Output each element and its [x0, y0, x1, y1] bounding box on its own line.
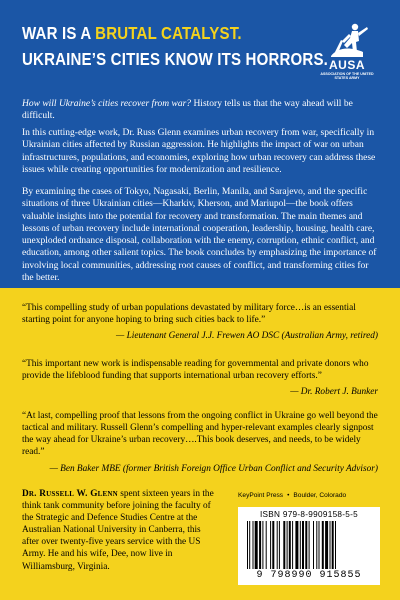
cover-top-panel — [0, 0, 400, 288]
barcode-box — [238, 507, 380, 585]
ausa-logo — [318, 22, 376, 94]
publisher-line — [238, 492, 388, 500]
blurb-paragraph-3: By examining the cases of Tokyo, Nagasaki, Berlin, Manila, and Sarajevo, and the specific situations of three Ukrainian cities—Kharkiv, Kherson, and Mariupol—the book offers valuable insights into the potential for recovery and transformation. The main themes and lessons of urban recovery include international cooperation, leadership, housing, health care, unexploded ordnance disposal, collaboration with the enemy, corruption, ethnic conflict, and education, among other salient topics. The book concludes by emphasizing the importance of involving local communities, addressing root causes of conflict, and transforming cities for the better. — [22, 187, 377, 284]
soldier-emblem-icon — [325, 22, 369, 60]
logo-subtitle: ASSOCIATION OF THE UNITED STATES ARMY — [320, 72, 374, 81]
headline — [22, 20, 329, 72]
publisher-name: KeyPoint Press — [238, 492, 284, 499]
quote-2-text: “This important new work is indispensable reading for governmental and private donors who provide the lifeblood funding that supports international urban recovery efforts.” — [22, 359, 369, 382]
quote-3-text: “At last, compelling proof that lessons from the ongoing conflict in Ukraine go well beyond the tactical and military. Russell Glenn’s compelling and hyper-relevant examples clearly signpost the way ahead for Ukraine’s urban recovery….This book deserves, and needs, to be widely read.” — [22, 411, 378, 458]
author-bio-text: spent sixteen years in the think tank community before joining the faculty of the Strategic and Defence Studies Centre at the Australian National University in Canberra, this after over twenty-five years service with the US Army. He and his wife, Dee, now live in Williamsburg, Virginia. — [22, 489, 214, 572]
quote-2-attribution: — Dr. Robert J. Bunker — [290, 387, 378, 397]
blurb-paragraph-1 — [22, 98, 380, 123]
publisher-separator: • — [287, 492, 290, 499]
headline-accent: BRUTAL CATALYST. — [95, 23, 242, 43]
logo-abbreviation: AUSA — [328, 58, 365, 72]
barcode-digits: 9 798990 915855 — [256, 570, 362, 581]
headline-plain: WAR IS A — [22, 23, 96, 43]
barcode-icon — [246, 521, 372, 569]
author-name: Dr. Russell W. Glenn — [22, 489, 118, 499]
quote-1-attribution: — Lieutenant General J.J. Frewen AO DSC (Australian Army, retired) — [115, 331, 378, 341]
blurb-lead-question: How will Ukraine’s cities recover from war? — [22, 99, 192, 109]
headline-line-2: UKRAINE’S CITIES KNOW ITS HORRORS. — [22, 49, 329, 69]
publisher-location: Boulder, Colorado — [293, 492, 347, 499]
quote-3-attribution: — Ben Baker MBE (former British Foreign Office Urban Conflict and Security Advisor) — [49, 464, 378, 474]
blurb-paragraph-2: In this cutting-edge work, Dr. Russ Glenn examines urban recovery from war, specifically in Ukrainian cities affected by Russian aggression. He highlights the impact of war on urban infrastructures, populations, and economies, exploring how urban recovery can address these issues while creating opportunities for modernization and resilience. — [22, 128, 376, 175]
isbn-text: ISBN 979-8-9909158-5-5 — [259, 510, 359, 519]
blurb-lead-rest: History tells us that the way ahead will be difficult. — [22, 99, 353, 122]
headline-line-1 — [22, 20, 280, 46]
quote-1-text: “This compelling study of urban populations devastated by military force…is an essential starting point for anyone hoping to bring such cities back to life.” — [22, 303, 356, 326]
author-bio — [22, 488, 218, 573]
